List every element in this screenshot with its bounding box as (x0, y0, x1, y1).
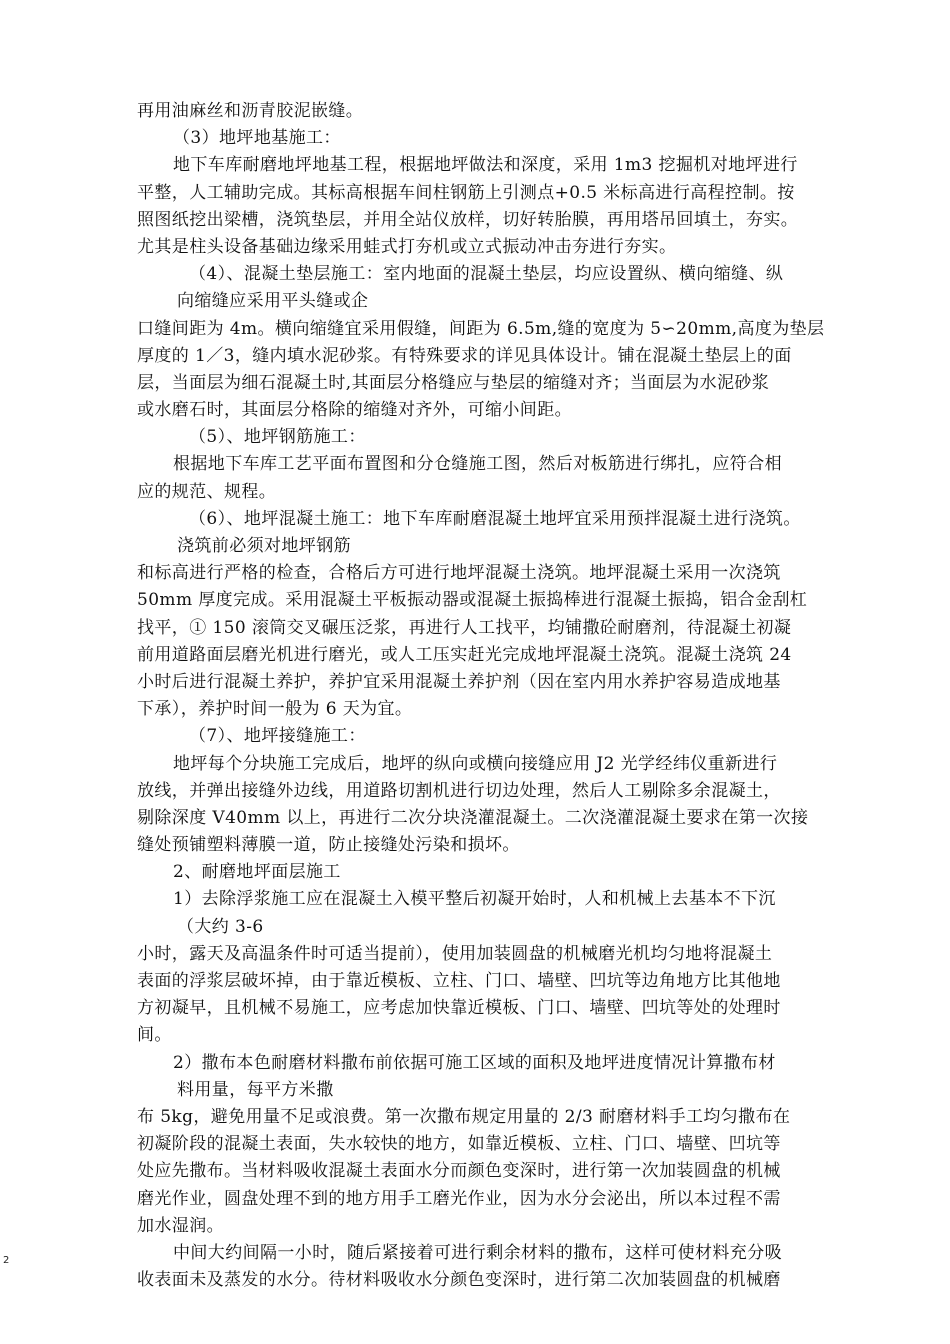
text-line: 和标高进行严格的检查，合格后方可进行地坪混凝土浇筑。地坪混凝土采用一次浇筑 (137, 563, 781, 584)
text-line: 平整，人工辅助完成。其标高根据车间柱钢筋上引测点+0.5 米标高进行高程控制。按 (137, 182, 795, 203)
text-line: 向缩缝应采用平头缝或企 (177, 291, 369, 312)
text-line: 根据地下车库工艺平面布置图和分仓缝施工图，然后对板筋进行绑扎，应符合相 (173, 454, 782, 475)
text-line: 前用道路面层磨光机进行磨光，或人工压实赶光完成地坪混凝土浇筑。混凝土浇筑 24 (137, 644, 792, 665)
text-line: 放线，并弹出接缝外边线，用道路切割机进行切边处理，然后人工剔除多余混凝土， (137, 780, 781, 801)
text-line: 小时后进行混凝土养护，养护宜采用混凝土养护剂（因在室内用水养护容易造成地基 (137, 671, 781, 692)
text-line: 1）去除浮浆施工应在混凝土入模平整后初凝开始时，人和机械上去基本不下沉 (173, 889, 776, 910)
page-number: 2 (3, 1255, 10, 1266)
text-line: 口缝间距为 4m。横向缩缝宜采用假缝，间距为 6.5m,缝的宽度为 5∽20mm,高度为垫层 (137, 318, 825, 339)
text-line: 或水磨石时，其面层分格除的缩缝对齐外，可缩小间距。 (137, 400, 572, 421)
text-line: （3）地坪地基施工： (173, 128, 341, 149)
text-line: （5）、地坪钢筋施工： (189, 427, 366, 448)
text-line: 中间大约间隔一小时，随后紧接着可进行剩余材料的撒布，这样可使材料充分吸 (173, 1242, 782, 1263)
text-line: 地坪每个分块施工完成后，地坪的纵向或横向接缝应用 J2 光学经纬仪重新进行 (173, 753, 778, 774)
text-line: （4）、混凝土垫层施工：室内地面的混凝土垫层，均应设置纵、横向缩缝、纵 (189, 264, 784, 285)
text-line: 小时，露天及高温条件时可适当提前），使用加装圆盘的机械磨光机均匀地将混凝土 (137, 943, 773, 964)
text-line: 地下车库耐磨地坪地基工程，根据地坪做法和深度，采用 1m3 挖掘机对地坪进行 (173, 155, 798, 176)
text-line: 处应先撒布。当材料吸收混凝土表面水分而颜色变深时，进行第一次加装圆盘的机械 (137, 1161, 781, 1182)
text-line: 50mm 厚度完成。采用混凝土平板振动器或混凝土振捣棒进行混凝土振捣，铝合金刮杠 (137, 590, 808, 611)
text-line: 初凝阶段的混凝土表面，失水较快的地方，如靠近模板、立柱、门口、墙壁、凹坑等 (137, 1134, 781, 1155)
text-line: （6）、地坪混凝土施工：地下车库耐磨混凝土地坪宜采用预拌混凝土进行浇筑。 (189, 508, 801, 529)
text-line: 表面的浮浆层破坏掉，由于靠近模板、立柱、门口、墙壁、凹坑等边角地方比其他地 (137, 971, 781, 991)
text-line: 方初凝早，且机械不易施工，应考虑加快靠近模板、门口、墙壁、凹坑等处的处理时 (137, 998, 781, 1019)
text-line: 布 5kg，避免用量不足或浪费。第一次撒布规定用量的 2/3 耐磨材料手工均匀撒布在 (137, 1106, 791, 1127)
text-line: 剔除深度 V40mm 以上，再进行二次分块浇灌混凝土。二次浇灌混凝土要求在第一次接 (137, 807, 809, 828)
text-line: 收表面未及蒸发的水分。待材料吸收水分颜色变深时，进行第二次加装圆盘的机械磨 (137, 1270, 781, 1291)
body-text (137, 98, 857, 1294)
text-line: （大约 3-6 (177, 916, 264, 937)
text-line: （7）、地坪接缝施工： (189, 726, 366, 747)
text-line: 层，当面层为细石混凝土时,其面层分格缝应与垫层的缩缝对齐；当面层为水泥砂浆 (137, 372, 770, 393)
text-line: 加水湿润。 (137, 1215, 224, 1236)
text-line: 缝处预铺塑料薄膜一道，防止接缝处污染和损坏。 (137, 835, 520, 856)
text-line: 再用油麻丝和沥青胶泥嵌缝。 (137, 101, 364, 121)
text-line: 找平，① 150 滚筒交叉碾压泛浆，再进行人工找平，均铺撒砼耐磨剂，待混凝土初凝 (137, 617, 792, 638)
text-line: 照图纸挖出梁槽，浇筑垫层，并用全站仪放样，切好转胎膜，再用塔吊回填土，夯实。 (137, 209, 799, 230)
text-line: 2、耐磨地坪面层施工 (173, 862, 341, 883)
text-line: 下承），养护时间一般为 6 天为宜。 (137, 699, 413, 720)
text-line: 2）撒布本色耐磨材料撒布前依据可施工区域的面积及地坪进度情况计算撒布材 (173, 1052, 776, 1073)
text-line: 尤其是柱头设备基础边缘采用蛙式打夯机或立式振动冲击夯进行夯实。 (137, 236, 677, 257)
text-line: 厚度的 1／3，缝内填水泥砂浆。有特殊要求的详见具体设计。铺在混凝土垫层上的面 (137, 345, 792, 366)
text-line: 浇筑前必须对地坪钢筋 (177, 536, 351, 556)
text-line: 间。 (137, 1025, 172, 1046)
text-line: 磨光作业，圆盘处理不到的地方用手工磨光作业，因为水分会泌出，所以本过程不需 (137, 1188, 781, 1209)
text-line: 应的规范、规程。 (137, 481, 277, 502)
text-line: 料用量，每平方米撒 (177, 1079, 334, 1100)
